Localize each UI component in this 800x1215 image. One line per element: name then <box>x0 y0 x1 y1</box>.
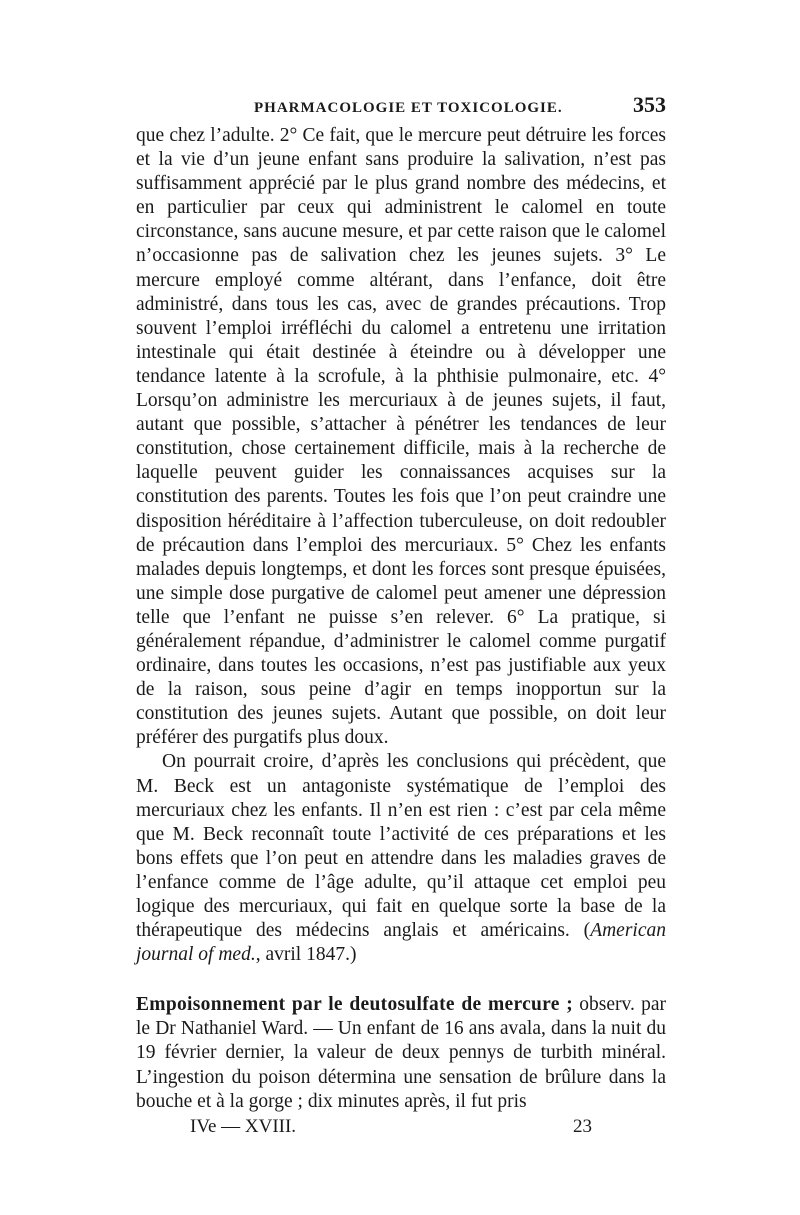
signature-number: 23 <box>573 1115 592 1137</box>
page-footer <box>136 1116 666 1142</box>
signature-mark: IVe — XVIII. <box>190 1115 297 1137</box>
paragraph-2-text: On pourrait croire, d’après les conclusions qui précèdent, que M. Beck est un antagoniste systématique de l’emploi des mercuriaux chez les enfants. Il n’en est rien : c’est par cela même que M. Beck reconnaît toute l’activité de ces préparations et les bons effets que l’on peut en attendre dans les maladies graves de l’enfance comme de l’âge adulte, qu’il attaque cet emploi peu logique des mercuriaux, qui fait en quelque sorte la base de la thérapeutique des médecins anglais et américains. ( <box>136 751 666 942</box>
section-gap <box>136 967 666 993</box>
page-header <box>136 92 666 124</box>
paragraph-2-date: , avril 1847.) <box>255 944 357 966</box>
body-text <box>136 124 666 1114</box>
paragraph-1: que chez l’adulte. 2° Ce fait, que le mercure peut détruire les forces et la vie d’un jeune enfant sans produire la salivation, n’est pas suffisamment apprécié par le plus grand nombre des médecins, et en particulier par ceux qui administrent le calomel en toute circonstance, sans aucune mesure, et par cette raison que le calomel n’occasionne pas de salivation chez les jeunes sujets. 3° Le mercure employé comme altérant, dans l’enfance, doit être administré, dans tous les cas, avec de grandes précautions. Trop souvent l’emploi irréfléchi du calomel a entretenu une irritation intestinale qui était destinée à éteindre ou à développer une tendance latente à la scrofule, à la phthisie pulmonaire, etc. 4° Lorsqu’on administre les mercuriaux à de jeunes sujets, il faut, autant que possible, s’attacher à pénétrer les tendances de leur constitution, chose certainement difficile, mais à la recherche de laquelle peuvent guider les connaissances acquises sur la constitution des parents. Toutes les fois que l’on peut craindre une disposition héréditaire à l’affection tuberculeuse, on doit redoubler de précaution dans l’emploi des mercuriaux. 5° Chez les enfants malades depuis longtemps, et dont les forces sont presque épuisées, une simple dose purgative de calomel peut amener une dépression telle que l’enfant ne puisse s’en relever. 6° La pratique, si généralement répandue, d’administrer le calomel comme purgatif ordinaire, dans toutes les occasions, n’est pas justifiable aux yeux de la raison, sous peine d’agir en temps inopportun sur la constitution des jeunes sujets. Autant que possible, on doit leur préférer des purgatifs plus doux. <box>136 125 666 749</box>
running-head: PHARMACOLOGIE ET TOXICOLOGIE. <box>254 100 563 116</box>
page-number: 353 <box>633 92 666 117</box>
paragraph-2 <box>136 750 666 967</box>
paragraph-3 <box>136 993 666 1113</box>
section-heading: Empoisonnement par le deutosulfate de mercure ; <box>136 994 574 1016</box>
book-page <box>136 92 666 1142</box>
paragraph-3-text: observ. par le Dr Nathaniel Ward. — Un enfant de 16 ans avala, dans la nuit du 19 février dernier, la valeur de deux pennys de turbith minéral. L’ingestion du poison détermina une sensation de brûlure dans la bouche et à la gorge ; dix minutes après, il fut pris <box>136 994 666 1112</box>
journal-citation: American journal of med. <box>136 920 666 966</box>
